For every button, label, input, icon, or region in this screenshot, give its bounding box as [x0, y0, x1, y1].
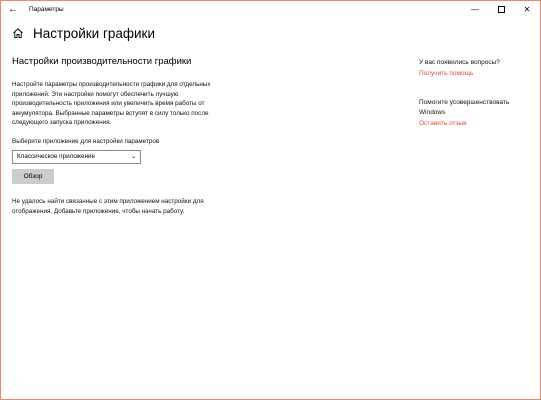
feedback-link[interactable]: Оставить отзыв	[419, 120, 467, 127]
browse-button[interactable]: Обзор	[12, 169, 54, 184]
section-title: Настройки производительности графики	[12, 56, 192, 67]
chevron-down-icon: ⌄	[130, 153, 136, 160]
section-description: Настройте параметры производительности графики для отдельных приложений. Эти настройки помогут обеспечить лучшую производительность приложения или увеличить время работы от аккумулятора. Выбранные параметры вступят в силу только после следующего запуска приложения.	[12, 81, 211, 127]
improve-heading: Помогите усовершенствовать Windows	[419, 99, 510, 116]
dropdown-value: Классическое приложение	[17, 152, 95, 160]
minimize-button[interactable]: —	[471, 5, 479, 14]
window-title: Параметры	[29, 6, 64, 13]
maximize-button[interactable]	[488, 1, 514, 19]
close-button[interactable]: ✕	[523, 5, 531, 14]
back-arrow-icon[interactable]: ←	[8, 4, 18, 15]
app-select-label: Выберите приложение для настройки параметров	[12, 137, 160, 145]
improve-block	[419, 98, 531, 129]
home-icon[interactable]	[12, 27, 24, 39]
questions-heading: У вас появились вопросы?	[419, 59, 500, 66]
empty-apps-message: Не удалось найти связанные с этим приложением настройки для отображения. Добавьте приложение, чтобы начать работу.	[12, 197, 204, 215]
main-content	[12, 55, 242, 216]
maximize-icon	[498, 6, 505, 13]
app-type-dropdown[interactable]	[12, 150, 141, 164]
page-title: Настройки графики	[33, 26, 155, 41]
side-panel	[419, 58, 531, 129]
title-bar	[1, 1, 540, 19]
get-help-link[interactable]: Получить помощь	[419, 70, 474, 77]
